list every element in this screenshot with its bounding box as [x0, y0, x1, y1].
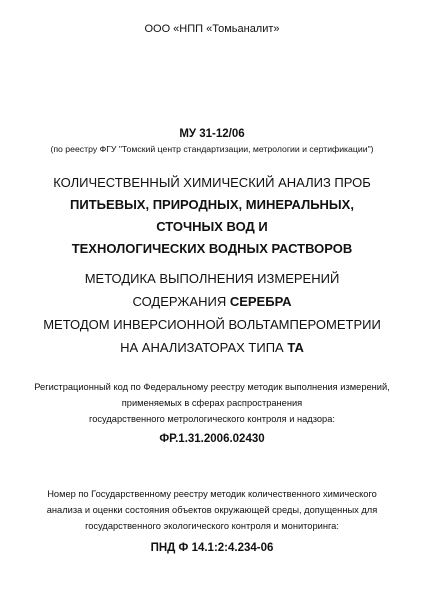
title-line-2: ПИТЬЕВЫХ, ПРИРОДНЫХ, МИНЕРАЛЬНЫХ,	[70, 197, 354, 212]
registration-line-1: Регистрационный код по Федеральному реестру методик выполнения измерений,	[34, 382, 390, 392]
method-line-2-prefix: СОДЕРЖАНИЯ	[132, 294, 230, 309]
state-registry-line-2: анализа и оценки состояния объектов окружающей среды, допущенных для	[46, 505, 378, 515]
registry-source: (по реестру ФГУ "Томский центр стандартизации, метрологии и сертификации")	[50, 144, 374, 154]
state-registry-line-1: Номер по Государственному реестру методик количественного химического	[47, 489, 377, 499]
analyzer-type: ТА	[287, 340, 304, 355]
method-line-2	[0, 294, 424, 309]
method-line-1: МЕТОДИКА ВЫПОЛНЕНИЯ ИЗМЕРЕНИЙ	[84, 271, 340, 286]
analyte-name: СЕРЕБРА	[229, 294, 292, 309]
registration-line-2: применяемых в сферах распространения	[121, 398, 303, 408]
title-line-4: ТЕХНОЛОГИЧЕСКИХ ВОДНЫХ РАСТВОРОВ	[71, 241, 353, 256]
organization-name: ООО «НПП «Томьаналит»	[144, 23, 280, 35]
title-line-3: СТОЧНЫХ ВОД И	[156, 219, 268, 234]
registration-line-3: государственного метрологического контроля и надзора:	[89, 414, 335, 424]
registration-code: ФР.1.31.2006.02430	[159, 433, 265, 445]
method-line-4-prefix: НА АНАЛИЗАТОРАХ ТИПА	[120, 340, 288, 355]
method-line-4	[0, 340, 424, 355]
method-line-3: МЕТОДОМ ИНВЕРСИОННОЙ ВОЛЬТАМПЕРОМЕТРИИ	[43, 317, 381, 332]
state-registry-code: ПНД Ф 14.1:2:4.234-06	[150, 542, 274, 554]
title-line-1: КОЛИЧЕСТВЕННЫЙ ХИМИЧЕСКИЙ АНАЛИЗ ПРОБ	[53, 175, 371, 190]
document-code: МУ 31-12/06	[179, 128, 245, 140]
state-registry-line-3: государственного экологического контроля и мониторинга:	[85, 521, 339, 531]
